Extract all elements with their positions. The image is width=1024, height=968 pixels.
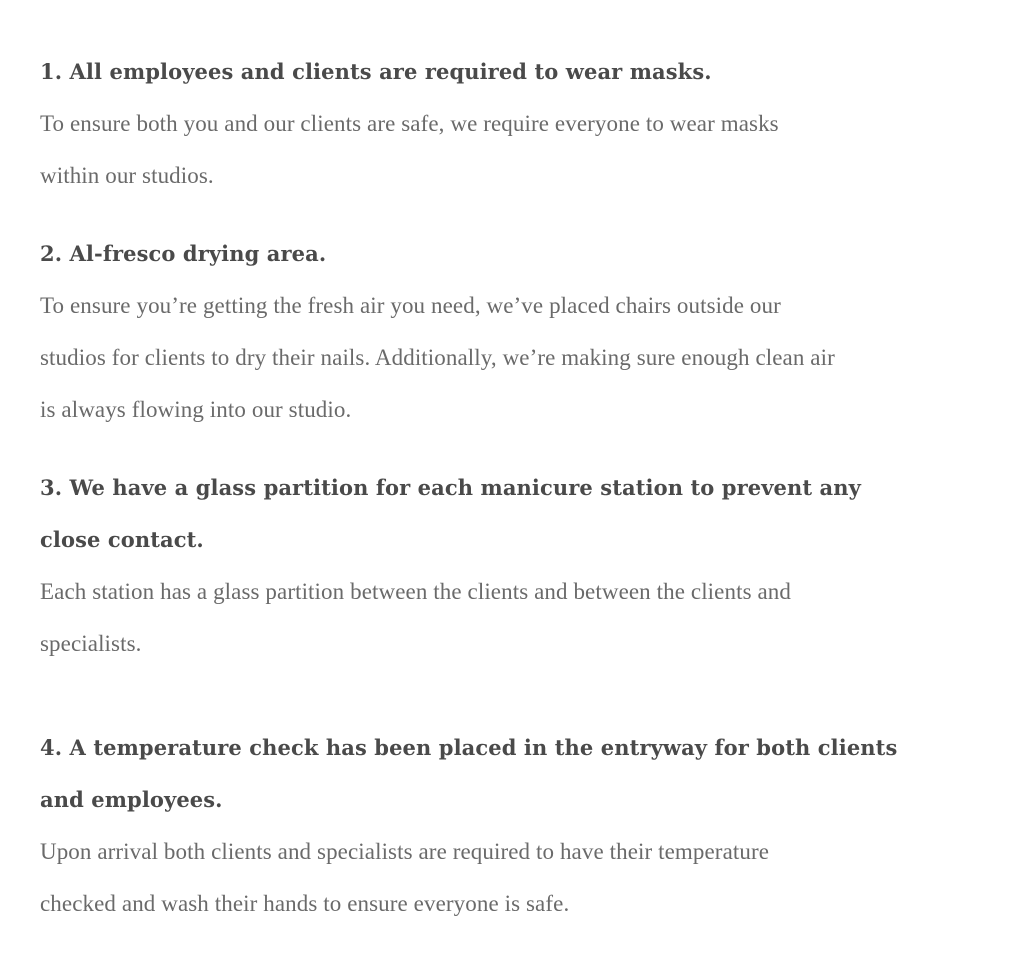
policy-body-line: Upon arrival both clients and specialists are required to have their temperature (40, 839, 770, 864)
policy-item-temperature-check (40, 722, 897, 930)
policy-title-line: 4. A temperature check has been placed in the entryway for both clients (40, 735, 898, 760)
policy-body-line: checked and wash their hands to ensure everyone is safe. (40, 891, 570, 916)
policy-body-line: Each station has a glass partition between the clients and between the clients and (40, 579, 791, 604)
policy-title (40, 228, 835, 280)
policy-title-line: 2. Al-fresco drying area. (40, 241, 327, 266)
policy-title (40, 462, 861, 566)
policy-title-line: 1. All employees and clients are required to wear masks. (40, 59, 712, 84)
policy-title (40, 722, 897, 826)
policy-body (40, 280, 835, 436)
policy-body-line: specialists. (40, 631, 142, 656)
policy-body (40, 98, 779, 202)
policy-body-line: is always flowing into our studio. (40, 397, 352, 422)
policy-body (40, 826, 897, 930)
policy-title-line: close contact. (40, 527, 204, 552)
policy-item-glass-partition (40, 462, 861, 670)
policy-item-masks (40, 46, 779, 202)
policy-title (40, 46, 779, 98)
policy-body-line: studios for clients to dry their nails. Additionally, we’re making sure enough clean air (40, 345, 835, 370)
policy-title-line: and employees. (40, 787, 223, 812)
policy-body (40, 566, 861, 670)
policy-body-line: To ensure both you and our clients are safe, we require everyone to wear masks (40, 111, 779, 136)
policy-title-line: 3. We have a glass partition for each manicure station to prevent any (40, 475, 861, 500)
policy-body-line: To ensure you’re getting the fresh air you need, we’ve placed chairs outside our (40, 293, 781, 318)
policy-body-line: within our studios. (40, 163, 214, 188)
policy-item-drying-area (40, 228, 835, 436)
